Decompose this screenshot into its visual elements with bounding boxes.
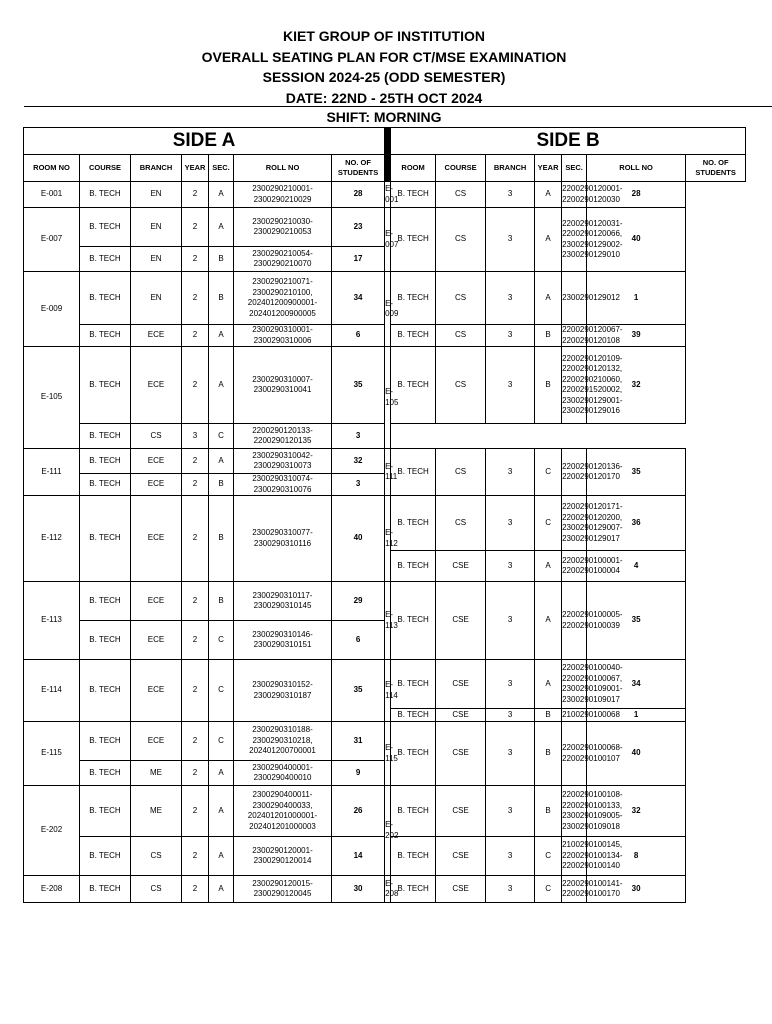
branch-cell: CS: [436, 272, 486, 325]
col-a-roll: ROLL NO: [234, 155, 332, 182]
roll-no-cell: 2300290310077- 2300290310116: [234, 496, 332, 582]
student-count-cell: 30: [332, 876, 385, 903]
room-cell-a: E-112: [24, 496, 80, 582]
course-cell: B. TECH: [391, 709, 436, 722]
branch-cell: ECE: [131, 325, 182, 347]
course-cell: B. TECH: [80, 786, 131, 837]
student-count-cell: 3: [332, 424, 385, 449]
course-cell: B. TECH: [80, 347, 131, 424]
year-cell: 3: [486, 876, 535, 903]
year-cell: 3: [486, 660, 535, 709]
student-count-cell: 35: [332, 660, 385, 722]
col-b-students: NO. OF STUDENTS: [686, 155, 746, 182]
roll-no-cell: 2300290310146- 2300290310151: [234, 621, 332, 660]
section-cell: A: [209, 786, 234, 837]
section-cell: C: [535, 449, 562, 496]
student-count-cell: 34: [587, 660, 686, 709]
course-cell: B. TECH: [391, 551, 436, 582]
year-cell: 2: [182, 474, 209, 496]
section-cell: B: [209, 582, 234, 621]
section-cell: C: [209, 660, 234, 722]
student-count-cell: 17: [332, 247, 385, 272]
side-a-title: SIDE A: [24, 128, 385, 155]
roll-no-cell: 2300290120001- 2300290120014: [234, 837, 332, 876]
year-cell: 3: [486, 347, 535, 424]
student-count-cell: 40: [587, 208, 686, 272]
course-cell: B. TECH: [391, 182, 436, 208]
branch-cell: CSE: [436, 660, 486, 709]
student-count-cell: 1: [587, 272, 686, 325]
branch-cell: ECE: [131, 621, 182, 660]
shift-title: SHIFT: MORNING: [326, 109, 442, 125]
table-row: [24, 496, 746, 551]
course-cell: B. TECH: [80, 272, 131, 325]
course-cell: B. TECH: [80, 449, 131, 474]
branch-cell: EN: [131, 208, 182, 247]
table-row: [24, 786, 746, 837]
col-a-students: NO. OF STUDENTS: [332, 155, 385, 182]
year-cell: 2: [182, 660, 209, 722]
roll-no-cell: 2300290310001- 2300290310006: [234, 325, 332, 347]
room-cell-b: E-009: [385, 272, 391, 347]
student-count-cell: 32: [587, 347, 686, 424]
student-count-cell: 29: [332, 582, 385, 621]
course-cell: B. TECH: [80, 722, 131, 761]
year-cell: 2: [182, 876, 209, 903]
year-cell: 3: [486, 325, 535, 347]
room-cell-b: E-202: [385, 786, 391, 876]
student-count-cell: 40: [587, 722, 686, 786]
branch-cell: CSE: [436, 876, 486, 903]
col-a-branch: BRANCH: [131, 155, 182, 182]
seating-plan-table: [23, 127, 746, 903]
col-b-year: YEAR: [535, 155, 562, 182]
section-cell: B: [209, 272, 234, 325]
col-b-branch: BRANCH: [486, 155, 535, 182]
roll-no-cell: 2200290100068- 2200290100107: [562, 722, 587, 786]
room-cell-b: E-007: [385, 208, 391, 272]
section-cell: A: [209, 182, 234, 208]
roll-no-cell: 2300290210030- 2300290210053: [234, 208, 332, 247]
table-row: [24, 837, 746, 876]
student-count-cell: 9: [332, 761, 385, 786]
roll-no-cell: 2300290310117- 2300290310145: [234, 582, 332, 621]
branch-cell: CS: [436, 182, 486, 208]
col-a-course: COURSE: [80, 155, 131, 182]
roll-no-cell: 2300290210001- 2300290210029: [234, 182, 332, 208]
table-row: [24, 325, 746, 347]
course-cell: B. TECH: [80, 424, 131, 449]
year-cell: 2: [182, 621, 209, 660]
room-cell-a: E-113: [24, 582, 80, 660]
roll-no-cell: 2200290120067- 2200290120108: [562, 325, 623, 345]
year-cell: 2: [182, 182, 209, 208]
section-cell: C: [209, 722, 234, 761]
course-cell: B. TECH: [80, 876, 131, 903]
year-cell: 3: [486, 551, 535, 582]
student-count-cell: 1: [587, 709, 686, 722]
roll-no-cell: 2300290310007- 2300290310041: [234, 347, 332, 424]
col-b-room: ROOM: [391, 155, 436, 182]
roll-no-cell: 2200290120031- 2200290120066, 2300290129002- 2300290129010: [562, 208, 587, 272]
course-cell: B. TECH: [80, 474, 131, 496]
col-a-year: YEAR: [182, 155, 209, 182]
branch-cell: ECE: [131, 660, 182, 722]
roll-no-cell: 2300290129012: [562, 272, 587, 325]
year-cell: 2: [182, 837, 209, 876]
year-cell: 3: [486, 272, 535, 325]
branch-cell: ECE: [131, 722, 182, 761]
roll-no-cell: 2300290210054- 2300290210070: [234, 247, 332, 272]
branch-cell: ECE: [131, 449, 182, 474]
student-count-cell: 6: [332, 621, 385, 660]
room-cell-a: E-208: [24, 876, 80, 903]
year-cell: 2: [182, 325, 209, 347]
table-row: [24, 876, 746, 903]
course-cell: B. TECH: [391, 876, 436, 903]
course-cell: B. TECH: [80, 761, 131, 786]
student-count-cell: 35: [332, 347, 385, 424]
year-cell: 3: [486, 786, 535, 837]
course-cell: B. TECH: [80, 582, 131, 621]
col-b-sec: SEC.: [562, 155, 587, 182]
branch-cell: CS: [131, 837, 182, 876]
year-cell: 3: [486, 722, 535, 786]
student-count-cell: 36: [587, 496, 686, 551]
roll-no-cell: 2200290120171- 2200290120200, 2300290129007- 2300290129017: [562, 496, 587, 551]
table-row: [24, 347, 746, 424]
year-cell: 3: [486, 496, 535, 551]
section-cell: A: [209, 876, 234, 903]
section-cell: C: [535, 496, 562, 551]
roll-no-cell: 2200290120133- 2200290120135: [234, 424, 332, 449]
branch-cell: CS: [436, 325, 486, 347]
room-cell-a: E-009: [24, 272, 80, 347]
section-cell: A: [535, 582, 562, 660]
student-count-cell: 32: [332, 449, 385, 474]
section-cell: A: [535, 272, 562, 325]
year-cell: 2: [182, 247, 209, 272]
table-row: [24, 722, 746, 761]
student-count-cell: 34: [332, 272, 385, 325]
plan-title: OVERALL SEATING PLAN FOR CT/MSE EXAMINATION: [201, 48, 567, 65]
student-count-cell: 28: [332, 182, 385, 208]
branch-cell: ECE: [131, 582, 182, 621]
year-cell: 2: [182, 272, 209, 325]
room-cell-a: E-007: [24, 208, 80, 272]
session-title: SESSION 2024-25 (ODD SEMESTER): [262, 69, 506, 85]
year-cell: 3: [486, 449, 535, 496]
roll-no-cell: 2300290210071- 2300290210100, 202401200900001- 202401200900005: [234, 272, 332, 325]
room-cell-a: E-202: [24, 786, 80, 876]
side-b-title: SIDE B: [391, 128, 746, 155]
document-header: [0, 26, 768, 108]
section-cell: A: [535, 551, 562, 582]
institution-title: KIET GROUP OF INSTITUTION: [283, 28, 485, 44]
year-cell: 3: [486, 837, 535, 876]
branch-cell: ECE: [131, 474, 182, 496]
seating-plan-table-wrapper: [23, 127, 745, 903]
section-cell: B: [535, 325, 562, 347]
branch-cell: CS: [131, 424, 182, 449]
course-cell: B. TECH: [80, 325, 131, 347]
roll-no-cell: 2200290120136- 2200290120170: [562, 449, 587, 496]
branch-cell: CS: [131, 876, 182, 903]
table-row: [24, 208, 746, 247]
student-count-cell: 4: [587, 551, 686, 582]
course-cell: B. TECH: [391, 496, 436, 551]
branch-cell: CSE: [436, 551, 486, 582]
table-row: [24, 582, 746, 621]
course-cell: B. TECH: [391, 272, 436, 325]
roll-no-cell: 2300290310188- 2300290310218, 202401200700001: [234, 722, 332, 761]
section-cell: C: [209, 424, 234, 449]
branch-cell: ECE: [131, 496, 182, 582]
col-a-room: ROOM NO: [24, 155, 80, 182]
course-cell: B. TECH: [391, 837, 436, 876]
student-count-cell: 40: [332, 496, 385, 582]
course-cell: B. TECH: [80, 496, 131, 582]
year-cell: 2: [182, 722, 209, 761]
student-count-cell: 26: [332, 786, 385, 837]
roll-no-cell: 2300290120015- 2300290120045: [234, 876, 332, 903]
course-cell: B. TECH: [391, 582, 436, 660]
course-cell: B. TECH: [391, 786, 436, 837]
section-cell: C: [209, 621, 234, 660]
table-row: [24, 182, 746, 208]
student-count-cell: 6: [332, 325, 385, 347]
col-b-course: COURSE: [436, 155, 486, 182]
roll-no-cell: 2200290100141- 2200290100170: [562, 876, 587, 903]
room-cell-b: E-001: [385, 182, 391, 208]
section-cell: B: [535, 786, 562, 837]
branch-cell: ECE: [131, 347, 182, 424]
roll-no-cell: 2200290120109- 2200290120132, 2200290210060, 2200291520002, 2300290129001- 2300290129016: [562, 347, 587, 424]
year-cell: 3: [486, 208, 535, 272]
year-cell: 2: [182, 786, 209, 837]
student-count-cell: 39: [587, 325, 686, 347]
room-cell-b: E-113: [385, 582, 391, 660]
section-cell: A: [209, 208, 234, 247]
section-cell: A: [535, 182, 562, 208]
room-cell-b: E-111: [385, 449, 391, 496]
course-cell: B. TECH: [391, 347, 436, 424]
roll-no-cell: 2200290120001- 2200290120030: [562, 182, 587, 208]
table-row: [24, 449, 746, 474]
course-cell: B. TECH: [80, 182, 131, 208]
header-divider: [24, 106, 772, 107]
course-cell: B. TECH: [80, 621, 131, 660]
roll-no-cell: 2100290100068: [562, 709, 587, 722]
room-cell-a: E-105: [24, 347, 80, 449]
branch-cell: CS: [436, 208, 486, 272]
branch-cell: CSE: [436, 837, 486, 876]
course-cell: B. TECH: [391, 325, 436, 347]
roll-no-cell: 2200290100001- 2200290100004: [562, 551, 587, 582]
table-row: [24, 660, 746, 709]
table-body: [24, 182, 746, 903]
student-count-cell: 35: [587, 449, 686, 496]
section-cell: A: [535, 660, 562, 709]
year-cell: 2: [182, 347, 209, 424]
year-cell: 2: [182, 496, 209, 582]
room-cell-b: E-112: [385, 496, 391, 582]
room-cell-a: E-115: [24, 722, 80, 786]
col-a-sec: SEC.: [209, 155, 234, 182]
year-cell: 3: [182, 424, 209, 449]
room-cell-b: E-114: [385, 660, 391, 722]
date-title: DATE: 22ND - 25TH OCT 2024: [285, 89, 483, 106]
room-cell-a: E-114: [24, 660, 80, 722]
year-cell: 2: [182, 208, 209, 247]
student-count-cell: 30: [587, 876, 686, 903]
room-cell-b: E-208: [385, 876, 391, 903]
roll-no-cell: 2200290100040- 2200290100067, 2300290109001- 2300290109017: [562, 660, 587, 709]
course-cell: B. TECH: [391, 449, 436, 496]
course-cell: B. TECH: [80, 660, 131, 722]
branch-cell: CSE: [436, 722, 486, 786]
table-row: [24, 424, 746, 449]
table-row: [24, 272, 746, 325]
student-count-cell: 23: [332, 208, 385, 247]
section-cell: A: [209, 325, 234, 347]
roll-no-cell: 2200290100108- 2200290100133, 2300290109005- 2300290109018: [562, 786, 587, 837]
branch-cell: EN: [131, 247, 182, 272]
room-cell-b: E-115: [385, 722, 391, 786]
roll-no-cell: 2300290310042- 2300290310073: [234, 449, 332, 474]
student-count-cell: 35: [587, 582, 686, 660]
branch-cell: CS: [436, 347, 486, 424]
year-cell: 2: [182, 449, 209, 474]
year-cell: 2: [182, 761, 209, 786]
roll-no-cell: 2300290310152- 2300290310187: [234, 660, 332, 722]
section-cell: A: [209, 761, 234, 786]
year-cell: 3: [486, 709, 535, 722]
roll-no-cell: 2300290310074- 2300290310076: [234, 474, 332, 496]
year-cell: 3: [486, 582, 535, 660]
course-cell: B. TECH: [391, 660, 436, 709]
section-cell: B: [535, 722, 562, 786]
section-cell: A: [209, 347, 234, 424]
section-cell: A: [209, 837, 234, 876]
section-cell: A: [209, 449, 234, 474]
section-cell: B: [535, 347, 562, 424]
branch-cell: CSE: [436, 786, 486, 837]
course-cell: B. TECH: [391, 722, 436, 786]
room-cell-b: E-105: [385, 347, 391, 449]
col-b-roll: ROLL NO: [587, 155, 686, 182]
roll-no-cell: 2300290400001- 2300290400010: [234, 761, 332, 786]
branch-cell: ME: [131, 786, 182, 837]
course-cell: B. TECH: [80, 837, 131, 876]
student-count-cell: 31: [332, 722, 385, 761]
student-count-cell: 32: [587, 786, 686, 837]
course-cell: B. TECH: [80, 208, 131, 247]
section-cell: B: [209, 247, 234, 272]
year-cell: 3: [486, 182, 535, 208]
section-cell: B: [209, 496, 234, 582]
student-count-cell: 14: [332, 837, 385, 876]
branch-cell: CS: [436, 449, 486, 496]
student-count-cell: 28: [587, 182, 686, 208]
branch-cell: EN: [131, 272, 182, 325]
branch-cell: CSE: [436, 709, 486, 722]
roll-no-cell: 2100290100145, 2200290100134- 2200290100140: [562, 837, 587, 876]
student-count-cell: 8: [587, 837, 686, 876]
section-cell: C: [535, 837, 562, 876]
roll-no-cell: 2300290400011- 2300290400033, 202401201000001- 202401201000003: [234, 786, 332, 837]
branch-cell: ME: [131, 761, 182, 786]
course-cell: B. TECH: [391, 208, 436, 272]
branch-cell: CS: [436, 496, 486, 551]
course-cell: B. TECH: [80, 247, 131, 272]
room-cell-a: E-111: [24, 449, 80, 496]
student-count-cell: 3: [332, 474, 385, 496]
section-cell: B: [535, 709, 562, 722]
section-cell: A: [535, 208, 562, 272]
section-cell: B: [209, 474, 234, 496]
section-cell: C: [535, 876, 562, 903]
year-cell: 2: [182, 582, 209, 621]
branch-cell: EN: [131, 182, 182, 208]
branch-cell: CSE: [436, 582, 486, 660]
room-cell-a: E-001: [24, 182, 80, 208]
roll-no-cell: 2200290100005- 2200290100039: [562, 582, 587, 660]
